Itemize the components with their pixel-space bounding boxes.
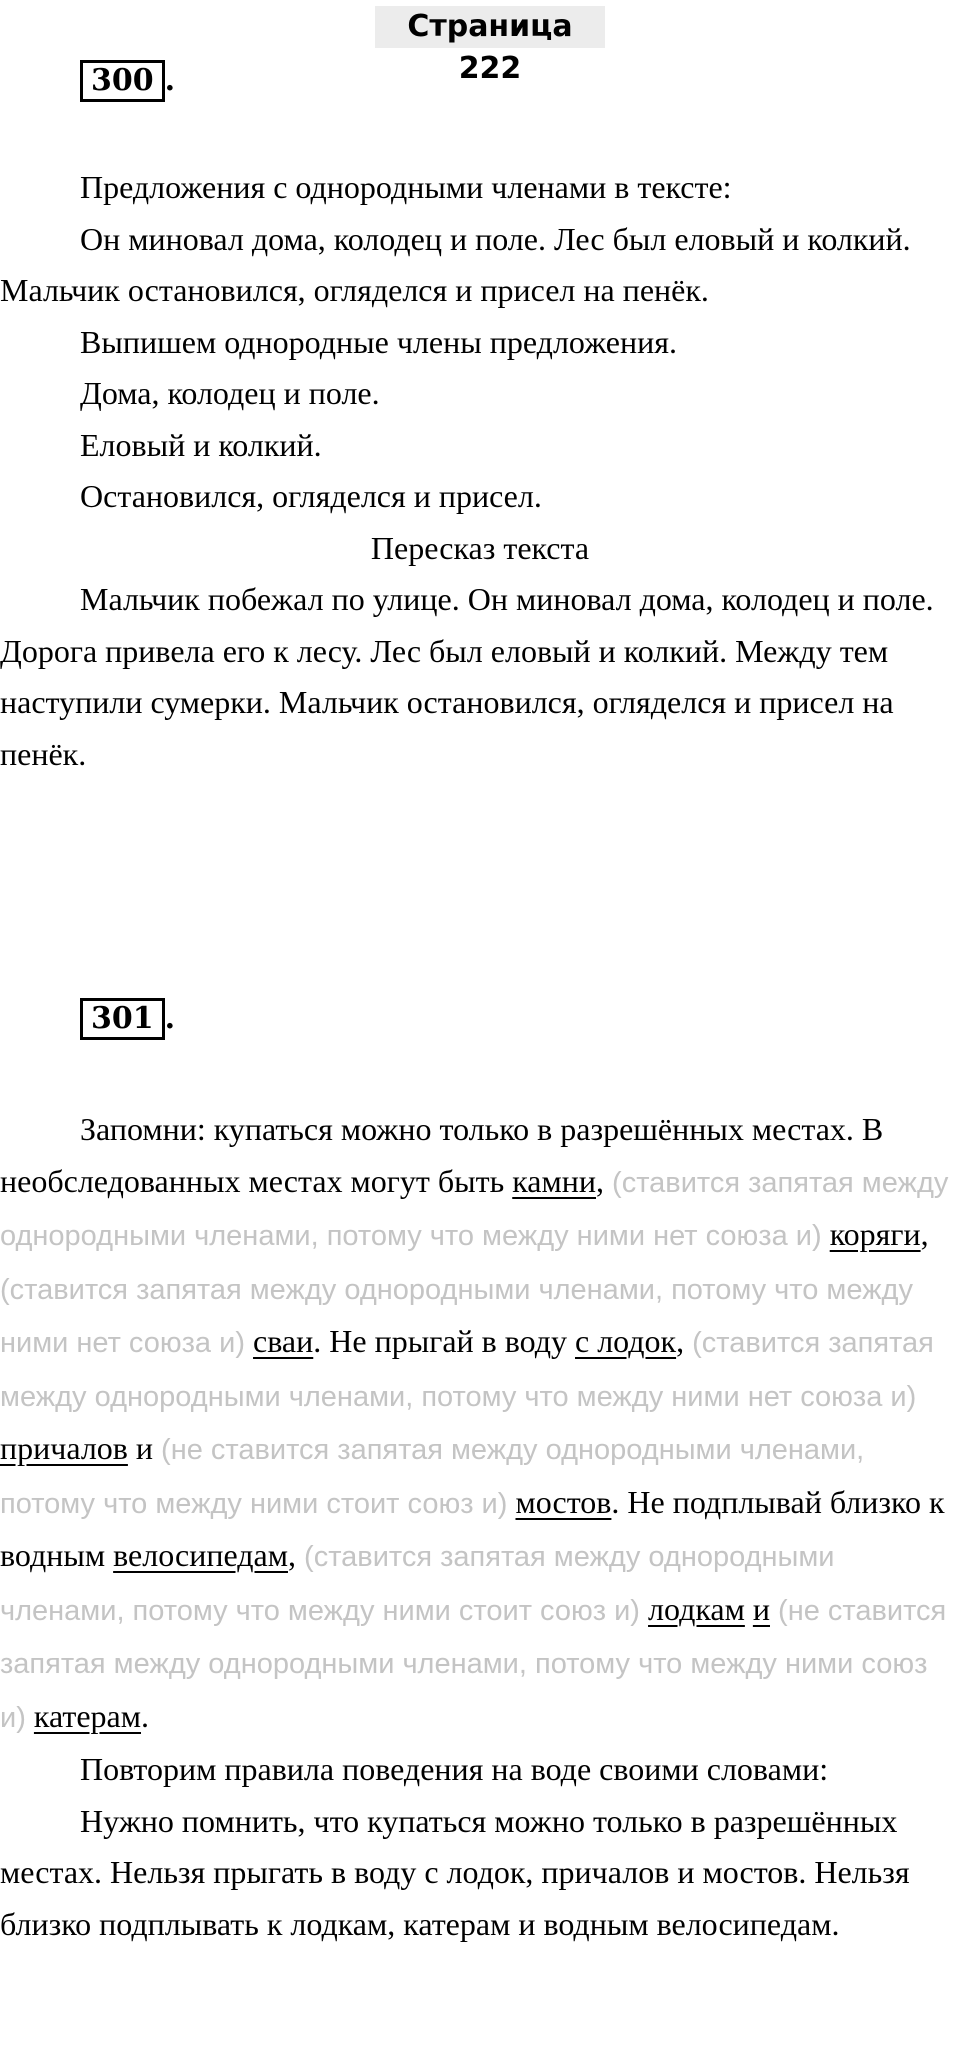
grey-note: (не ставится запятая между однородными членами, потому что между ними стоит союз и) [0,1434,865,1520]
paragraph: Он миновал дома, колодец и поле. Лес был еловый и колкий. Мальчик остановился, огляделся и присел на пенёк. [0,220,911,308]
paragraph: Дома, колодец и поле. [80,375,380,411]
exercise-300-number [80,60,175,102]
retelling-heading: Пересказ текста [370,529,590,566]
exercise-number-dot: . [164,63,176,98]
paragraph: Остановился, огляделся и присел. [80,478,542,514]
paragraph: Выпишем однородные члены предложения. [80,323,677,360]
paragraph: Предложения с однородными членами в тексте: [80,169,732,205]
underlined-word: сваи [253,1323,314,1359]
text: и [127,1430,162,1466]
grey-note: (ставится запятая между однородными членами, потому что между ними нет союза и) [0,1327,934,1413]
text: . Не подплывай близко к водным [0,1483,945,1573]
text: . Не прыгай в воду [313,1323,575,1359]
underlined-word: катерам [33,1697,141,1734]
exercise-301-number [80,998,175,1040]
text: Запомни: купаться можно только в разрешённых местах. В необследованных местах могут быть [0,1111,884,1199]
underlined-word: коряги [829,1216,921,1252]
text: . [141,1697,149,1734]
grey-note: (ставится запятая между однородными членами, потому что между ними стоит союз и) [0,1541,835,1627]
exercise-number-dot: . [164,1001,176,1036]
paragraph: Еловый и колкий. [80,426,322,463]
text [745,1591,753,1627]
exercise-number-box: 300 [80,60,165,102]
exercise-301-text [0,1104,960,1950]
grey-note: (не ставится запятая между однородными членами, потому что между ними союз и) [0,1594,947,1734]
exercise-number-box: 301 [80,998,165,1040]
underlined-word: мостов [515,1483,612,1520]
underlined-word: и [752,1590,770,1627]
underlined-word: причалов [0,1430,128,1466]
exercise-300-text [0,162,960,780]
underlined-word: камни [512,1162,596,1199]
annotated-paragraph [0,1104,960,1744]
underlined-word: с лодок [575,1323,677,1359]
paragraph: Мальчик побежал по улице. Он миновал дома, колодец и поле. Дорога привела его к лесу. Лес был еловый и колкий. Между тем наступили сумерки. Мальчик остановился, огляделся и присел на пенёк. [0,581,934,772]
grey-note: (ставится запятая между однородными членами, потому что между ними нет союза и) [0,1166,949,1252]
page-title: Страница 222 [375,6,605,48]
comma: , [287,1537,296,1573]
underlined-word: лодкам [648,1590,745,1627]
paragraph: Нужно помнить, что купаться можно только в разрешённых местах. Нельзя прыгать в воду с лодок, причалов и мостов. Нельзя близко подплывать к лодкам, катерам и водным велосипедам. [0,1802,910,1942]
comma: , [920,1216,929,1252]
comma: , [596,1162,604,1199]
paragraph: Повторим правила поведения на воде своими словами: [80,1751,829,1787]
comma: , [676,1323,685,1359]
underlined-word: велосипедам [113,1537,288,1573]
grey-note: (ставится запятая между однородными членами, потому что между ними нет союза и) [0,1273,913,1359]
